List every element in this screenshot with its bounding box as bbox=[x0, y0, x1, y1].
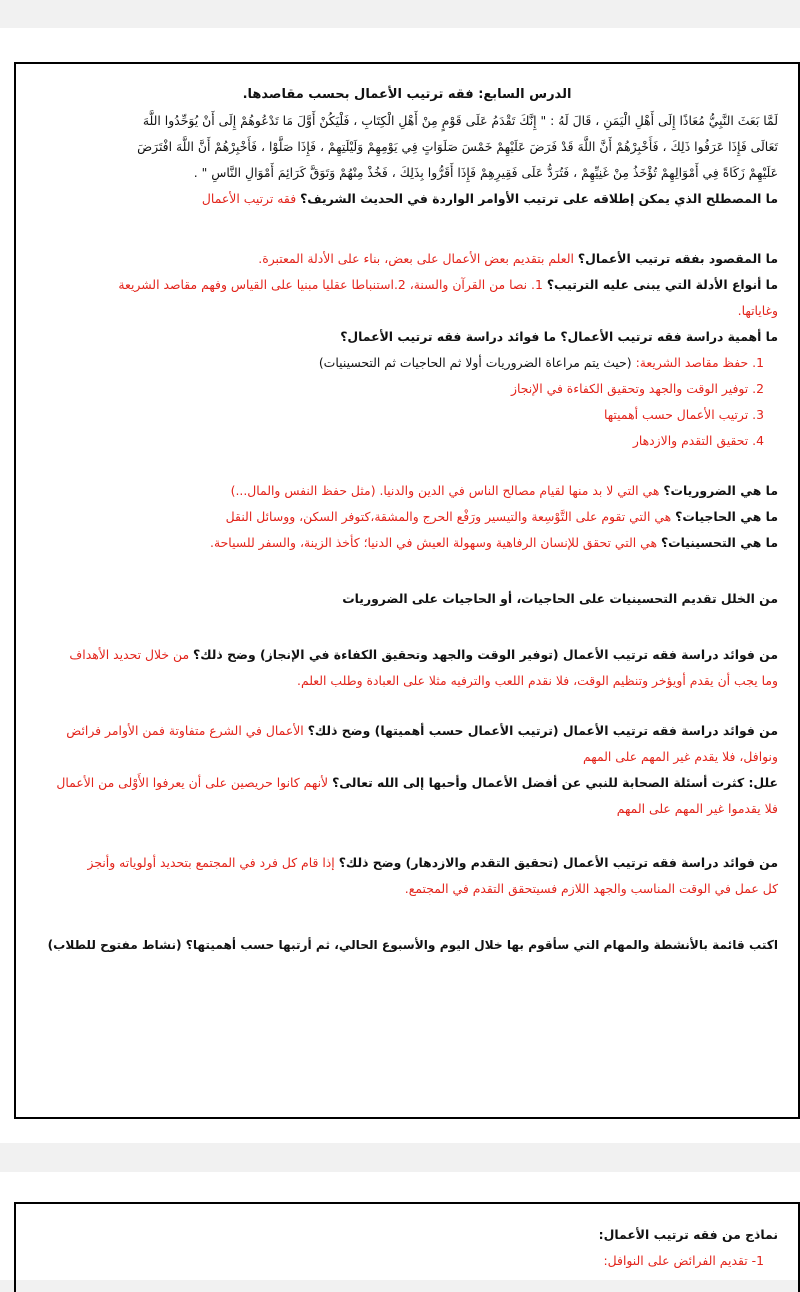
question-efficiency bbox=[36, 642, 778, 668]
question-ordering bbox=[36, 718, 778, 744]
question-text: ما هي الحاجيات؟ bbox=[675, 509, 778, 524]
question-text: من فوائد دراسة فقه ترتيب الأعمال (تحقيق التقدم والازدهار) وضح ذلك؟ bbox=[338, 855, 778, 870]
document-page-1 bbox=[0, 28, 800, 1143]
question-term bbox=[36, 186, 778, 212]
lesson-title: الدرس السابع: فقه ترتيب الأعمال بحسب مقاصدها. bbox=[242, 87, 572, 102]
question-text: ما هي الضروريات؟ bbox=[663, 483, 778, 498]
page-border bbox=[14, 62, 800, 1119]
benefit-item-4: 4. تحقيق التقدم والازدهار bbox=[632, 433, 764, 448]
question-text: علل: كثرت أسئلة الصحابة للنبي عن أفضل الأعمال وأحبها إلى الله تعالى؟ bbox=[332, 775, 778, 790]
question-reasoning bbox=[36, 770, 778, 796]
question-text: من فوائد دراسة فقه ترتيب الأعمال (ترتيب الأعمال حسب أهميتها) وضح ذلك؟ bbox=[307, 723, 778, 738]
benefit-item-3: 3. ترتيب الأعمال حسب أهميتها bbox=[603, 407, 764, 422]
answer-continuation: فلا يقدموا غير المهم على المهم bbox=[616, 801, 778, 816]
question-text: ما أنواع الأدلة التي يبنى عليه الترتيب؟ bbox=[546, 277, 778, 292]
page-border bbox=[14, 1202, 800, 1292]
activity-prompt: اكتب قائمة بالأنشطة والمهام التي سأقوم بها خلال اليوم والأسبوع الحالي، ثم أرتبها حسب أهميتها؟ (نشاط مفتوح للطلاب) bbox=[47, 938, 778, 952]
benefit-item-1 bbox=[36, 350, 764, 376]
question-evidence bbox=[36, 272, 778, 298]
examples-heading: نماذج من فقه ترتيب الأعمال: bbox=[598, 1227, 778, 1242]
answer-text: من خلال تحديد الأهداف bbox=[69, 647, 190, 662]
answer-text: هي التي تقوم على التَّوْسِعة والتيسير ورَفْع الحرج والمشقة،كتوفر السكن، ووسائل النقل bbox=[225, 509, 672, 524]
hadith-line-2: تَعَالَى فَإِذَا عَرَفُوا ذَلِكَ ، فَأَخْبِرْهُمْ أَنَّ اللَّهَ قَدْ فَرَضَ عَلَيْهِمْ خَمْسَ صَلَوَاتٍ فِي يَوْمِهِمْ وَلَيْلَتِهِمْ ، فَإِذَا صَلَّوْا ، فَأَخْبِرْهُمْ أَنَّ اللَّهَ افْتَرَضَ bbox=[137, 139, 778, 154]
question-text: من فوائد دراسة فقه ترتيب الأعمال (توفير الوقت والجهد وتحقيق الكفاءة في الإنجاز) وضح ذلك؟ bbox=[193, 647, 778, 662]
benefit-label: 1. حفظ مقاصد الشريعة: bbox=[635, 355, 764, 370]
question-text: ما المصطلح الذي يمكن إطلاقه على ترتيب الأوامر الواردة في الحديث الشريف؟ bbox=[300, 191, 778, 206]
hadith-line-3: عَلَيْهِمْ زَكَاةً فِي أَمْوَالِهِمْ تُؤْخَذُ مِنْ غَنِيِّهِمْ ، فَتُرَدُّ عَلَى فَقِيرِهِمْ فَإِذَا أَقَرُّوا بِذَلِكَ ، فَخُذْ مِنْهُمْ وَتَوَقَّ كَرَائِمَ أَمْوَالِ النَّاسِ " . bbox=[193, 165, 778, 180]
hadith-line-1: لَمَّا بَعَثَ النَّبِيُّ مُعَاذًا إِلَى أَهْلِ الْيَمَنِ ، قَالَ لَهُ : " إِنَّكَ تَقْدَمُ عَلَى قَوْمٍ مِنْ أَهْلِ الْكِتَابِ ، فَلْيَكُنْ أَوَّلَ مَا تَدْعُوهُمْ إِلَى أَنْ يُوَحِّدُوا اللَّهَ bbox=[142, 113, 778, 128]
benefit-note: (حيث يتم مراعاة الضروريات أولا ثم الحاجيات ثم التحسينيات) bbox=[318, 355, 632, 370]
benefit-item-2: 2. توفير الوقت والجهد وتحقيق الكفاءة في الإنجاز bbox=[510, 381, 764, 396]
question-importance: ما أهمية دراسة فقه ترتيب الأعمال؟ ما فوائد دراسة فقه ترتيب الأعمال؟ bbox=[340, 329, 778, 344]
answer-continuation: وما يجب أن يقدم أويؤخر وتنظيم الوقت، فلا نقدم اللعب والترفيه مثلا على العبادة وطلب العلم. bbox=[297, 673, 778, 688]
document-page-2 bbox=[0, 1172, 800, 1280]
note-priority-error: من الخلل تقديم التحسينيات على الحاجيات، أو الحاجيات على الضروريات bbox=[342, 591, 778, 606]
question-enhancements bbox=[36, 530, 778, 556]
answer-text: فقه ترتيب الأعمال bbox=[201, 191, 297, 206]
answer-text: إذا قام كل فرد في المجتمع بتحديد أولوياته وأنجز bbox=[87, 855, 335, 870]
answer-continuation: وغاياتها. bbox=[737, 303, 778, 318]
answer-text: الأعمال في الشرع متفاوتة فمن الأوامر فرائض bbox=[66, 723, 304, 738]
question-progress bbox=[36, 850, 778, 876]
question-text: ما المقصود بفقه ترتيب الأعمال؟ bbox=[577, 251, 778, 266]
answer-text: هي التي لا بد منها لقيام مصالح الناس في الدين والدنيا. (مثل حفظ النفس والمال...) bbox=[230, 483, 660, 498]
answer-text: 1. نصا من القرآن والسنة، 2.استنباطا عقليا مبنيا على القياس وفهم مقاصد الشريعة bbox=[118, 277, 543, 292]
question-needs bbox=[36, 504, 778, 530]
question-necessities bbox=[36, 478, 778, 504]
answer-text: العلم بتقديم بعض الأعمال على بعض، بناء على الأدلة المعتبرة. bbox=[258, 251, 574, 266]
answer-text: لأنهم كانوا حريصين على أن يعرفوا الأَوْلى من الأعمال bbox=[56, 775, 329, 790]
answer-continuation: كل عمل في الوقت المناسب والجهد اللازم فسيتحقق التقدم في المجتمع. bbox=[404, 881, 778, 896]
example-item-1: 1- تقديم الفرائض على النوافل: bbox=[603, 1253, 764, 1268]
question-definition bbox=[36, 246, 778, 272]
question-text: ما هي التحسينيات؟ bbox=[660, 535, 778, 550]
answer-text: هي التي تحقق للإنسان الرفاهية وسهولة العيش في الدنيا؛ كأخذ الزينة، والسفر للسياحة. bbox=[210, 535, 657, 550]
answer-continuation: ونوافل، فلا يقدم غير المهم على المهم bbox=[583, 749, 778, 764]
